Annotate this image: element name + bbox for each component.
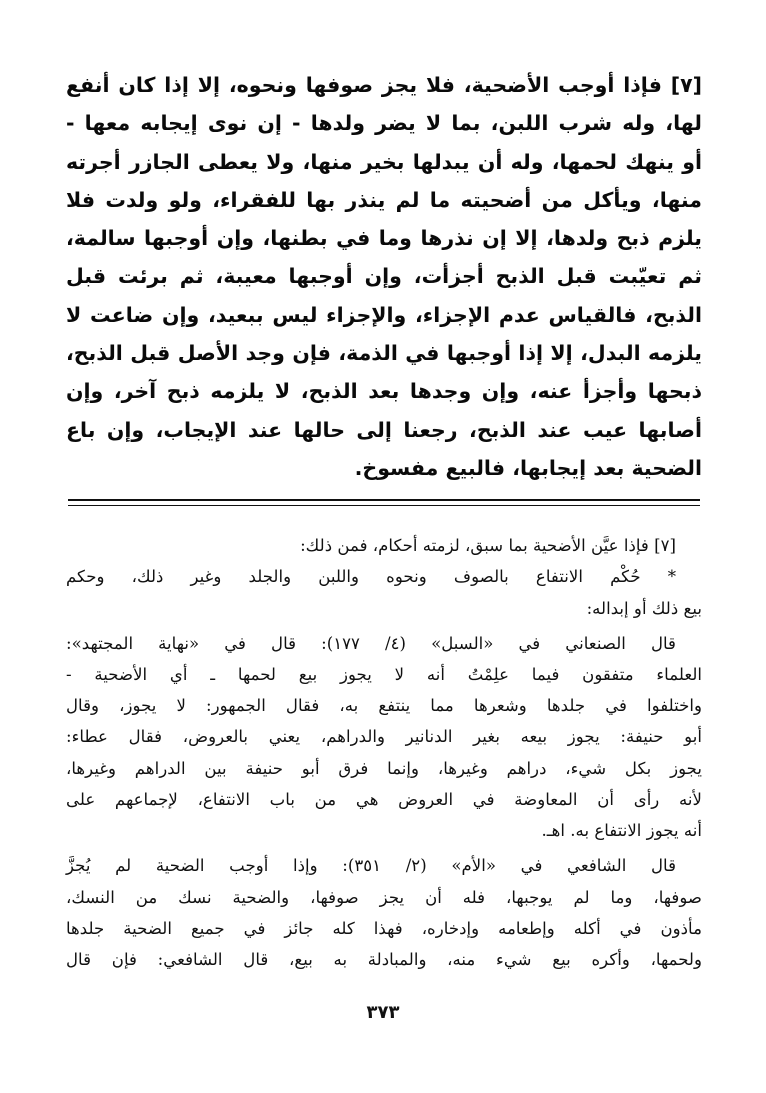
main-text-line: يلزمه البدل، إلا إذا أوجبها في الذمة، فإن وجد الأصل قبل الذبح، (66, 341, 702, 366)
divider-thick-line (68, 499, 700, 501)
main-text (66, 66, 702, 487)
commentary-paragraph-cont (66, 593, 702, 624)
main-text-line: ذبحها وأجزأ عنه، وإن وجدها بعد الذبح، لا يلزمه ذبح آخر، وإن (66, 379, 702, 404)
main-text-line: ثم تعيّبت قبل الذبح أجزأت، وإن أوجبها معيبة، ثم برئت قبل (66, 264, 702, 289)
double-rule-divider (68, 499, 700, 506)
commentary-paragraph (66, 628, 702, 659)
commentary-paragraph (66, 850, 702, 881)
main-text-line: أو ينهك لحمها، وله أن يبدلها بخير منها، ولا يعطى الجازر أجرته (66, 149, 702, 174)
commentary-line: قال الصنعاني في «السبل» (٤/ ١٧٧): قال في «نهاية المجتهد»: (66, 633, 676, 653)
commentary-line: ولحمها، وأكره بيع شيء منه، والمبادلة به بيع، قال الشافعي: فإن قال (66, 949, 702, 969)
commentary-line: العلماء متفقون فيما علِمْتُ أنه لا يجوز بيع لحمها ـ أي الأضحية - (66, 665, 702, 685)
main-text-line: يلزم ذبح ولدها، إلا إن نذرها وما في بطنها، وإن أوجبها سالمة، (66, 226, 702, 251)
main-text-line: [٧] فإذا أوجب الأضحية، فلا يجز صوفها ونحوه، إلا إذا كان أنفع (66, 73, 702, 97)
commentary (66, 530, 702, 975)
commentary-paragraph (66, 530, 702, 561)
commentary-line: أبو حنيفة: يجوز بيعه بغير الدنانير والدراهم، يعني بالعروض، فقال عطاء: (66, 727, 702, 747)
commentary-line: مأذون في أكله وإطعامه وإدخاره، فهذا كله جائز في جميع الضحية جلدها (66, 918, 702, 938)
main-text-line: الذبح، فالقياس عدم الإجزاء، والإجزاء ليس ببعيد، وإن ضاعت لا (66, 302, 702, 327)
commentary-line: بيع ذلك أو إبداله: (586, 598, 702, 618)
main-text-line: أصابها عيب عند الذبح، رجعنا إلى حالها عند الإيجاب، وإن باع (66, 417, 702, 442)
main-text-line: منها، ويأكل من أضحيته ما لم ينذر بها للفقراء، ولو ولدت فلا (66, 187, 702, 212)
commentary-line: لأنه رأى أن المعاوضة في العروض هي من باب الانتفاع، لإجماعهم على (66, 789, 702, 809)
commentary-paragraph-cont (66, 882, 702, 976)
commentary-line: يجوز بكل شيء، دراهم وغيرها، وإنما فرق أبو حنيفة بين الدراهم وغيرها، (66, 758, 702, 778)
commentary-line: قال الشافعي في «الأم» (٢/ ٣٥١): وإذا أوجب الضحية لم يُجزَّ (66, 856, 676, 876)
commentary-line: * حُكْم الانتفاع بالصوف ونحوه واللبن والجلد وغير ذلك، وحكم (66, 567, 676, 587)
commentary-line: أنه يجوز الانتفاع به. اهـ. (541, 821, 702, 841)
commentary-line: صوفها، وما لم يوجبها، فله أن يجز صوفها، والضحية نسك من النسك، (66, 887, 702, 907)
commentary-line: [٧] فإذا عيَّن الأضحية بما سبق، لزمته أحكام، فمن ذلك: (300, 536, 676, 556)
commentary-paragraph-cont (66, 659, 702, 846)
page-number: ٣٧٣ (366, 1002, 400, 1023)
main-text-line: الضحية بعد إيجابها، فالبيع مفسوخ. (354, 455, 702, 480)
main-text-line: لها، وله شرب اللبن، بما لا يضر ولدها - إن نوى إيجابه معها - (66, 111, 702, 136)
divider-thin-line (68, 505, 700, 506)
commentary-paragraph (66, 561, 702, 592)
commentary-line: واختلفوا في جلدها وشعرها مما ينتفع به، فقال الجمهور: لا يجوز، وقال (66, 696, 702, 716)
